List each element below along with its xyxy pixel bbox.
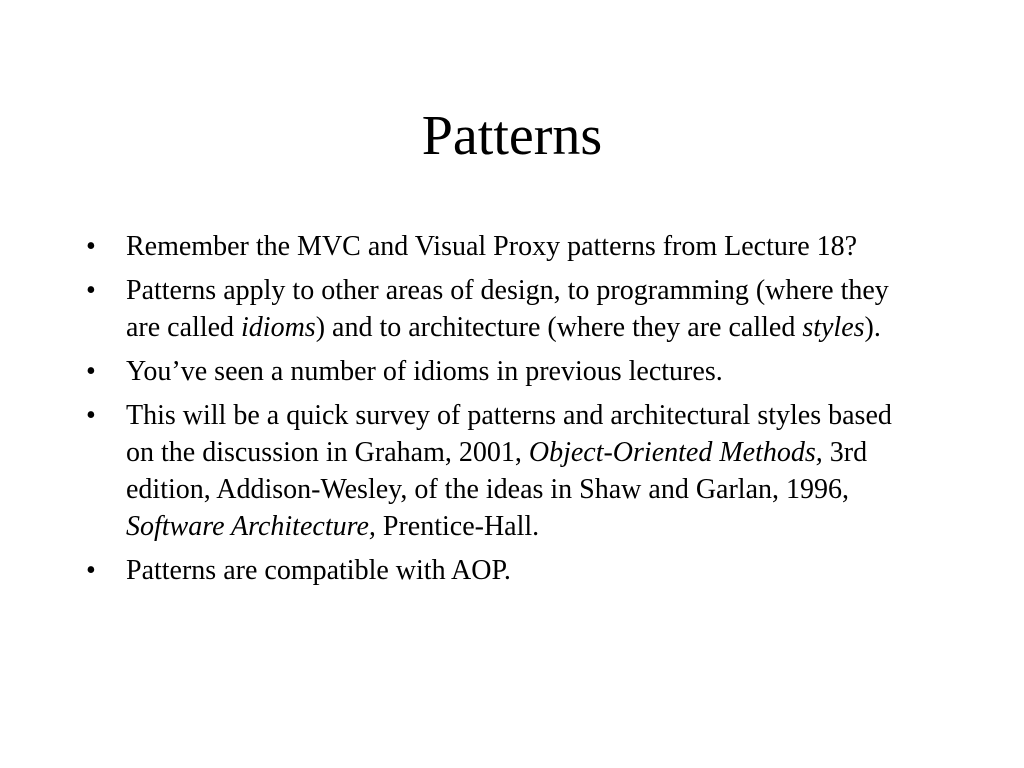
bullet-dot-icon: • [86,555,96,586]
bullet-dot-icon: • [86,275,96,306]
bullet-text-segment-italic: idioms [241,312,316,343]
bullet-item [86,552,926,589]
bullet-item [86,353,926,390]
bullet-text-segment: Remember the MVC and Visual Proxy patterns from Lecture 18? [126,231,858,262]
bullet-text [126,231,857,262]
bullet-text-segment: This will be a quick survey of patterns and architectural styles based on the discussion in Graham, 2001, [126,400,892,468]
bullet-text-segment: Patterns apply to other areas of design, to programming (where they are called [126,275,889,343]
bullet-text-segment-italic: Object-Oriented Methods, [528,437,823,468]
bullet-dot-icon: • [86,356,96,387]
bullet-text-segment: Prentice-Hall. [375,511,540,542]
bullet-text [126,275,889,343]
bullet-item [86,397,926,545]
slide-title: Patterns [421,105,603,167]
bullet-item [86,228,926,265]
bullet-text [126,356,723,387]
bullet-list [86,228,926,596]
bullet-text-segment: ). [864,312,881,343]
bullet-text-segment-italic: Software Architecture, [126,511,376,542]
bullet-item [86,272,926,346]
bullet-text-segment-italic: styles [802,312,865,343]
bullet-text [126,555,511,586]
bullet-text-segment: Patterns are compatible with AOP. [126,555,511,586]
bullet-dot-icon: • [86,400,96,431]
bullet-dot-icon: • [86,231,96,262]
bullet-text-segment: You’ve seen a number of idioms in previous lectures. [126,356,723,387]
bullet-text [126,400,892,542]
bullet-text-segment: 3rd edition, Addison-Wesley, of the ideas in Shaw and Garlan, 1996, [126,437,868,505]
bullet-text-segment: ) and to architecture (where they are called [315,312,803,343]
